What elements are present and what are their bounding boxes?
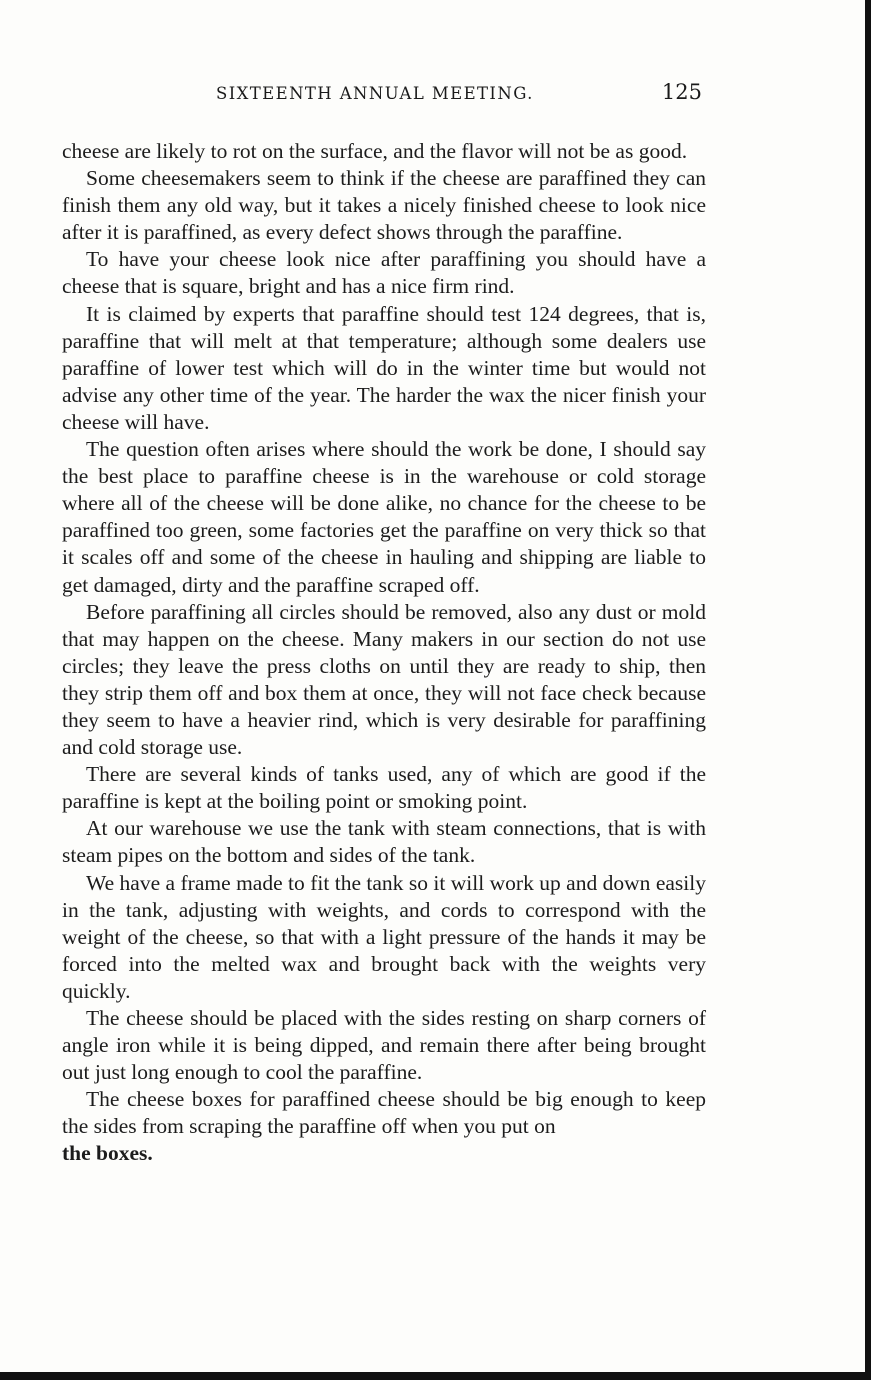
paragraph-1: cheese are likely to rot on the surface, and the flavor will not be as good. (62, 139, 688, 163)
paragraph-10: The cheese should be placed with the sides resting on sharp corners of angle iron while it is being dipped, and remain there after being brought out just long enough to cool the paraffine. (62, 1006, 706, 1085)
paragraph-11: The cheese boxes for paraffined cheese should be big enough to keep the sides from scraping the paraffine off when you put on (62, 1087, 706, 1139)
paragraph-6: Before paraffining all circles should be removed, also any dust or mold that may happen on the cheese. Many makers in our section do not use circles; they leave the press cloths on until they are ready to ship, then they strip them off and box them at once, they will not face check because they seem to have a heavier rind, which is very desirable for paraffining and cold storage use. (62, 599, 706, 760)
page-number: 125 (661, 80, 702, 104)
paragraph-2: Some cheesemakers seem to think if the cheese are paraffined they can finish them any old way, but it takes a nicely finished cheese to look nice after it is paraffined, as every defect shows through the paraffine. (62, 166, 706, 245)
paragraph-4: It is claimed by experts that paraffine should test 124 degrees, that is, paraffine that will melt at that temperature; although some dealers use paraffine of lower test which will do in the winter time but would not advise any other time of the year. The harder the wax the nicer finish your cheese will have. (62, 301, 706, 434)
body-text (62, 138, 706, 1168)
scan-edge-bottom (0, 1372, 871, 1380)
paragraph-3: To have your cheese look nice after paraffining you should have a cheese that is square, bright and has a nice firm rind. (62, 247, 706, 299)
scan-edge-right (865, 0, 871, 1380)
paragraph-7: There are several kinds of tanks used, any of which are good if the paraffine is kept at the boiling point or smoking point. (62, 762, 706, 814)
paragraph-5: The question often arises where should the work be done, I should say the best place to paraffine cheese is in the warehouse or cold storage where all of the cheese will be done alike, no chance for the cheese to be paraffined too green, some factories get the paraffine on very thick so that it scales off and some of the cheese in hauling and shipping are liable to get damaged, dirty and the paraffine scraped off. (62, 437, 706, 597)
closing-words: the boxes. (62, 1141, 153, 1166)
paragraph-8: At our warehouse we use the tank with steam connections, that is with steam pipes on the bottom and sides of the tank. (62, 816, 706, 868)
page-header (62, 80, 706, 110)
closing-line (62, 1140, 706, 1167)
running-head: SIXTEENTH ANNUAL MEETING. (216, 84, 534, 103)
paragraph-9: We have a frame made to fit the tank so it will work up and down easily in the tank, adjusting with weights, and cords to correspond with the weight of the cheese, so that with a light pressure of the hands it may be forced into the melted wax and brought back with the weights very quickly. (62, 870, 706, 1003)
